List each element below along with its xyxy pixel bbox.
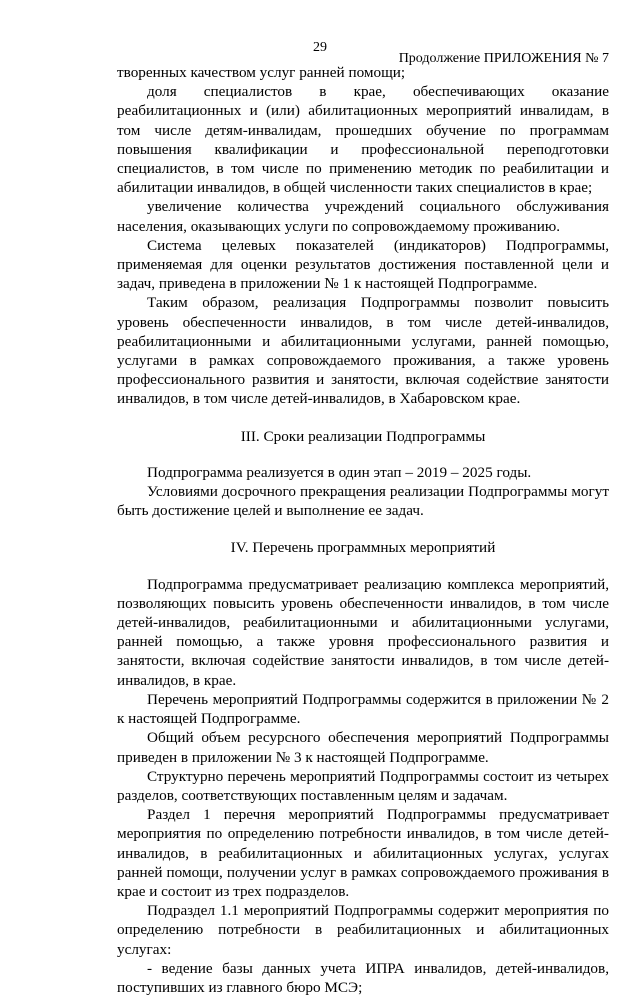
paragraph: Подраздел 1.1 мероприятий Подпрограммы содержит мероприятия по определению потребности в реабилитационных и абилитационных услугах: (117, 902, 609, 958)
paragraph: творенных качеством услуг ранней помощи; (117, 64, 406, 81)
paragraph: Подпрограмма предусматривает реализацию комплекса мероприятий, позволяющих повысить уровень обеспеченности инвалидов, в том числе детей-инвалидов, реабилитационными и абилитационными услугами, ранней помощью, а также уровня профессионального развития и занятости, включая содействие занятости инвалидов, в том числе детей-инвалидов, в крае. (117, 575, 609, 689)
paragraph: увеличение количества учреждений социального обслуживания населения, оказывающих услуги по сопровождаемому проживанию. (117, 198, 609, 235)
section-heading: IV. Перечень программных мероприятий (230, 539, 496, 557)
document-body (117, 63, 609, 997)
paragraph: - ведение базы данных учета ИПРА инвалидов, детей-инвалидов, поступивших из главного бюро МСЭ; (117, 959, 609, 996)
appendix-label: Продолжение ПРИЛОЖЕНИЯ № 7 (398, 51, 609, 66)
paragraph: Подпрограмма реализуется в один этап – 2019 – 2025 годы. (147, 463, 532, 481)
paragraph: Раздел 1 перечня мероприятий Подпрограммы предусматривает мероприятия по определению потребности инвалидов, в том числе детей-инвалидов, в реабилитационных и абилитационных услугах, услугах ранней помощи, получении услуг в рамках сопровождаемого проживания в крае и состоит из трех подразделов. (117, 806, 609, 900)
paragraph: Таким образом, реализация Подпрограммы позволит повысить уровень обеспеченности инвалидов, в том числе детей-инвалидов, реабилитационными и абилитационными услугами, ранней помощью, услугами в рамках сопровождаемого проживания, а также уровень профессионального развития и занятости, включая содействие занятости инвалидов, в том числе детей-инвалидов, в Хабаровском крае. (117, 294, 609, 408)
paragraph: Система целевых показателей (индикаторов) Подпрограммы, применяемая для оценки результатов достижения поставленной цели и задач, приведена в приложении № 1 к настоящей Подпрограмме. (117, 236, 609, 293)
paragraph: Общий объем ресурсного обеспечения мероприятий Подпрограммы приведен в приложении № 3 к настоящей Подпрограмме. (117, 729, 609, 766)
page-number: 29 (313, 40, 327, 55)
paragraph: Структурно перечень мероприятий Подпрограммы состоит из четырех разделов, соответствующих поставленным целям и задачам. (117, 767, 609, 804)
paragraph: Перечень мероприятий Подпрограммы содержится в приложении № 2 к настоящей Подпрограмме. (117, 690, 609, 728)
paragraph: доля специалистов в крае, обеспечивающих оказание реабилитационных и (или) абилитационных мероприятий инвалидам, в том числе детям-инвалидам, прошедших обучение по программам повышения квалификации и профессиональной переподготовки специалистов, в том числе по применению методик по реабилитации и абилитации инвалидов, в общей численности таких специалистов в крае; (117, 83, 609, 197)
paragraph: Условиями досрочного прекращения реализации Подпрограммы могут быть достижение целей и выполнение ее задач. (117, 483, 609, 520)
section-heading: III. Сроки реализации Подпрограммы (240, 427, 486, 445)
